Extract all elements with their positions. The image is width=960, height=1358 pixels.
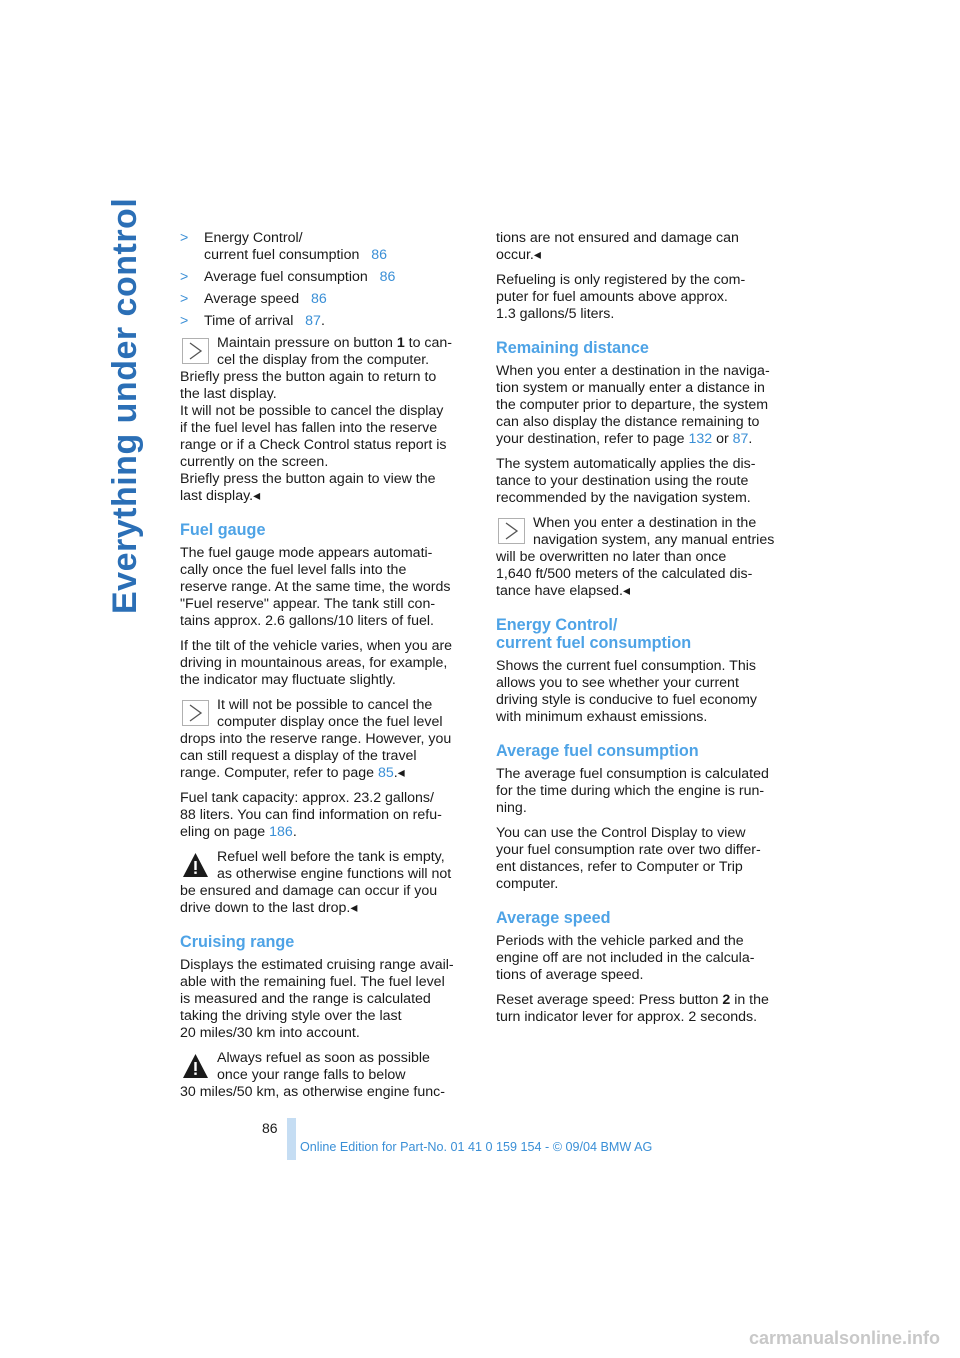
note-body: will be overwritten no later than once 1,640 ft/500 meters of the calculated dis- tance have elapsed.◂ [496,549,753,599]
page-link[interactable]: 86 [371,247,387,263]
note-first-lines: Maintain pressure on button 1 to can- cel the display from the computer. [217,335,453,368]
heading-average-fuel: Average fuel consumption [496,742,699,760]
bullet-text: Average fuel consumption [204,269,368,285]
paragraph-remaining: When you enter a destination in the naviga- tion system or manually enter a distance in the computer prior to departure, the system can also display the distance remaining to your destination, refer to page 132 or 87. [496,363,770,447]
heading-average-speed: Average speed [496,909,611,927]
paragraph: Shows the current fuel consumption. This allows you to see whether your current driving style is conducive to fuel economy with minimum exhaust emissions. [496,658,758,725]
warning-low-range [180,1050,472,1101]
paragraph: The system automatically applies the dis- tance to your destination using the route recommended by the navigation system. [496,456,756,506]
page-link[interactable]: 132 [688,431,713,447]
page-number: 86 [262,1120,278,1136]
edition-footer: Online Edition for Part-No. 01 41 0 159 154 - © 09/04 BMW AG [300,1140,653,1154]
paragraph: tions are not ensured and damage can occur.◂ [496,230,739,263]
page-link[interactable]: 87 [732,431,749,447]
page-link[interactable]: 86 [379,269,396,285]
bullet-average-fuel [180,269,472,286]
page-link[interactable]: 85 [377,765,394,781]
note-first-lines: Refuel well before the tank is empty, as otherwise engine functions will not [217,849,452,882]
note-body: Briefly press the button again to return to the last display. It will not be possible to cancel the display if the fuel level has fallen into the reserve range or if a Check Control status report is currently on the screen. Briefly press the button again to view the last display.◂ [180,369,447,504]
note-first-lines: Always refuel as soon as possible once your range falls to below [217,1050,430,1083]
note-first-lines: When you enter a destination in the navigation system, any manual entries [533,515,775,548]
bullet-energy-control [180,230,472,264]
page-link[interactable]: 186 [269,824,293,840]
note-reserve-range [180,697,472,782]
bullet-text: Average speed [204,291,300,307]
paragraph: If the tilt of the vehicle varies, when you are driving in mountainous areas, for example, the indicator may fluctuate slightly. [180,638,453,688]
heading-energy-control: Energy Control/ current fuel consumption [496,616,692,652]
watermark: carmanualsonline.info [748,1328,940,1348]
note-first-lines: It will not be possible to cancel the computer display once the fuel level [217,697,443,730]
heading-fuel-gauge: Fuel gauge [180,521,266,539]
arrow-note-icon [182,338,209,364]
heading-remaining-distance: Remaining distance [496,339,649,357]
warning-triangle-icon [182,852,209,878]
page-link[interactable]: 86 [311,291,327,307]
paragraph: The average fuel consumption is calculated for the time during which the engine is run- ning. [496,766,769,816]
arrow-note-icon [498,518,525,544]
bullet-arrow: > [180,230,189,246]
bullet-text: Energy Control/ current fuel consumption [204,230,360,263]
warning-triangle-icon [182,1053,209,1079]
bullet-average-speed [180,291,472,308]
paragraph: You can use the Control Display to view your fuel consumption rate over two differ- ent distances, refer to Computer or Trip computer. [496,825,761,892]
warning-refuel [180,849,472,917]
side-title-text: Everything under control [106,197,144,614]
section-side-title [106,197,156,620]
note-manual-entries [496,515,788,600]
arrow-note-icon [182,700,209,726]
paragraph: Refueling is only registered by the com- puter for fuel amounts above approx. 1.3 gallons/5 liters. [496,272,746,322]
note-body: drops into the reserve range. However, you can still request a display of the travel range. Computer, refer to page 85.◂ [180,731,452,781]
left-column [180,230,472,1109]
bullet-arrow: > [180,269,189,285]
bullet-arrow: > [180,291,189,307]
paragraph: Displays the estimated cruising range avail- able with the remaining fuel. The fuel level is measured and the range is calculated taking the driving style over the last 20 miles/30 km into account. [180,957,454,1041]
paragraph-reset-speed: Reset average speed: Press button 2 in the turn indicator lever for approx. 2 seconds. [496,992,769,1025]
right-column [496,230,788,1034]
note-cancel-display [180,335,472,505]
note-body: 30 miles/50 km, as otherwise engine func- [180,1084,445,1100]
bullet-text: Time of arrival [204,313,294,329]
bullet-arrow: > [180,313,189,329]
footer-bar [287,1118,296,1160]
note-body: be ensured and damage can occur if you drive down to the last drop.◂ [180,883,438,916]
page-link[interactable]: 87 [305,313,321,329]
paragraph-tank-capacity: Fuel tank capacity: approx. 23.2 gallons/ 88 liters. You can find information on refu- eling on page 186. [180,790,442,840]
bullet-time-of-arrival [180,313,472,330]
heading-cruising-range: Cruising range [180,933,295,951]
paragraph: The fuel gauge mode appears automati- cally once the fuel level falls into the reserve range. At the same time, the words "Fuel reserve" appear. The tank still con- tains approx. 2.6 gallons/10 liters of fuel. [180,545,451,629]
bullet-tail: . [320,313,325,329]
paragraph: Periods with the vehicle parked and the engine off are not included in the calcula- tions of average speed. [496,933,755,983]
